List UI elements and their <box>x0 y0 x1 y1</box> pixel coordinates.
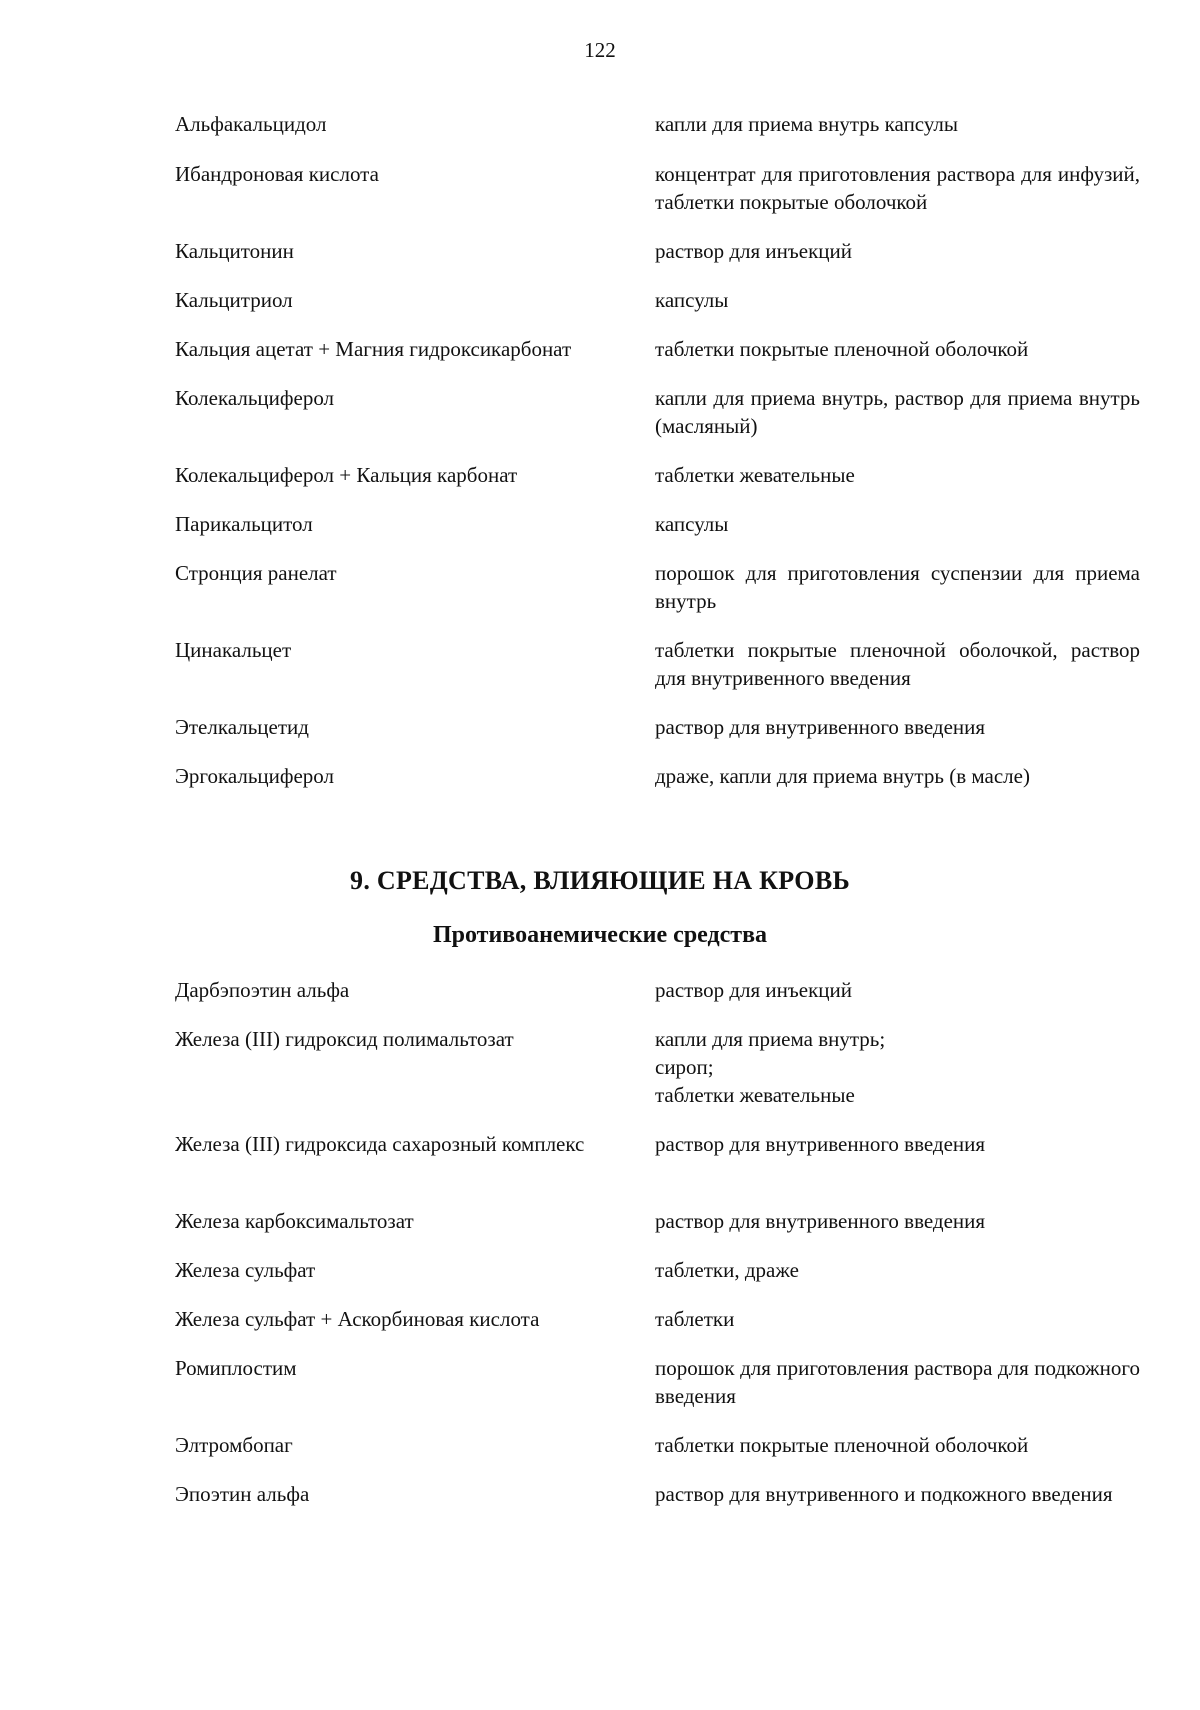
drug-name: Элтромбопаг <box>175 1433 293 1457</box>
section-title: 9. СРЕДСТВА, ВЛИЯЮЩИЕ НА КРОВЬ <box>350 866 850 895</box>
dosage-form: таблетки жевательные <box>655 463 855 487</box>
drug-name: Кальция ацетат + Магния гидроксикарбонат <box>175 337 572 361</box>
drug-name: Ромиплостим <box>175 1356 297 1380</box>
drug-name: Железа карбоксимальтозат <box>175 1209 414 1233</box>
dosage-form: порошок для приготовления раствора для подкожного введения <box>655 1356 1140 1408</box>
dosage-form: таблетки <box>655 1307 735 1331</box>
drug-name: Цинакальцет <box>175 638 292 662</box>
subsection-title: Противоанемические средства <box>432 922 768 948</box>
dosage-form <box>655 1025 1140 1109</box>
dosage-form: раствор для инъекций <box>655 239 852 263</box>
drug-name: Колекальциферол <box>175 386 335 410</box>
dosage-form: капсулы <box>655 512 729 536</box>
dosage-form: таблетки покрытые пленочной оболочкой, раствор для внутривенного введения <box>655 638 1140 690</box>
drug-name: Железа сульфат + Аскорбиновая кислота <box>175 1307 540 1331</box>
drug-name: Дарбэпоэтин альфа <box>175 978 350 1002</box>
dosage-form: раствор для внутривенного введения <box>655 1132 986 1156</box>
drug-name: Колекальциферол + Кальция карбонат <box>175 463 518 487</box>
dosage-form: раствор для внутривенного введения <box>655 715 986 739</box>
drug-name: Кальцитонин <box>175 239 294 263</box>
dosage-form: раствор для инъекций <box>655 978 852 1002</box>
drug-name: Стронция ранелат <box>175 561 337 585</box>
drug-name: Эргокальциферол <box>175 764 335 788</box>
dosage-form: раствор для внутривенного и подкожного введения <box>655 1482 1113 1506</box>
drug-name: Парикальцитол <box>175 512 313 536</box>
dosage-form-line: таблетки жевательные <box>655 1083 855 1107</box>
dosage-form: драже, капли для приема внутрь (в масле) <box>655 764 1030 788</box>
dosage-form: таблетки, драже <box>655 1258 799 1282</box>
drug-name: Эпоэтин альфа <box>175 1482 310 1506</box>
drug-name: Ибандроновая кислота <box>175 162 379 186</box>
dosage-form-line: сироп; <box>655 1055 714 1079</box>
dosage-form: порошок для приготовления суспензии для приема внутрь <box>655 561 1140 613</box>
drug-name: Железа (III) гидроксид полимальтозат <box>175 1027 514 1051</box>
drug-name: Альфакальцидол <box>175 112 327 136</box>
dosage-form: капли для приема внутрь капсулы <box>655 112 959 136</box>
drug-name: Железа (III) гидроксида сахарозный комплекс <box>175 1132 585 1156</box>
dosage-form: капли для приема внутрь, раствор для приема внутрь (масляный) <box>655 386 1140 438</box>
drug-name: Кальцитриол <box>175 288 293 312</box>
dosage-form: таблетки покрытые пленочной оболочкой <box>655 337 1029 361</box>
dosage-form-line: капли для приема внутрь; <box>655 1027 886 1051</box>
dosage-form: капсулы <box>655 288 729 312</box>
dosage-form: концентрат для приготовления раствора для инфузий, таблетки покрытые оболочкой <box>655 162 1140 214</box>
dosage-form: раствор для внутривенного введения <box>655 1209 986 1233</box>
dosage-form: таблетки покрытые пленочной оболочкой <box>655 1433 1029 1457</box>
page-number: 122 <box>584 38 616 62</box>
drug-name: Этелкальцетид <box>175 715 309 739</box>
drug-name: Железа сульфат <box>175 1258 316 1282</box>
